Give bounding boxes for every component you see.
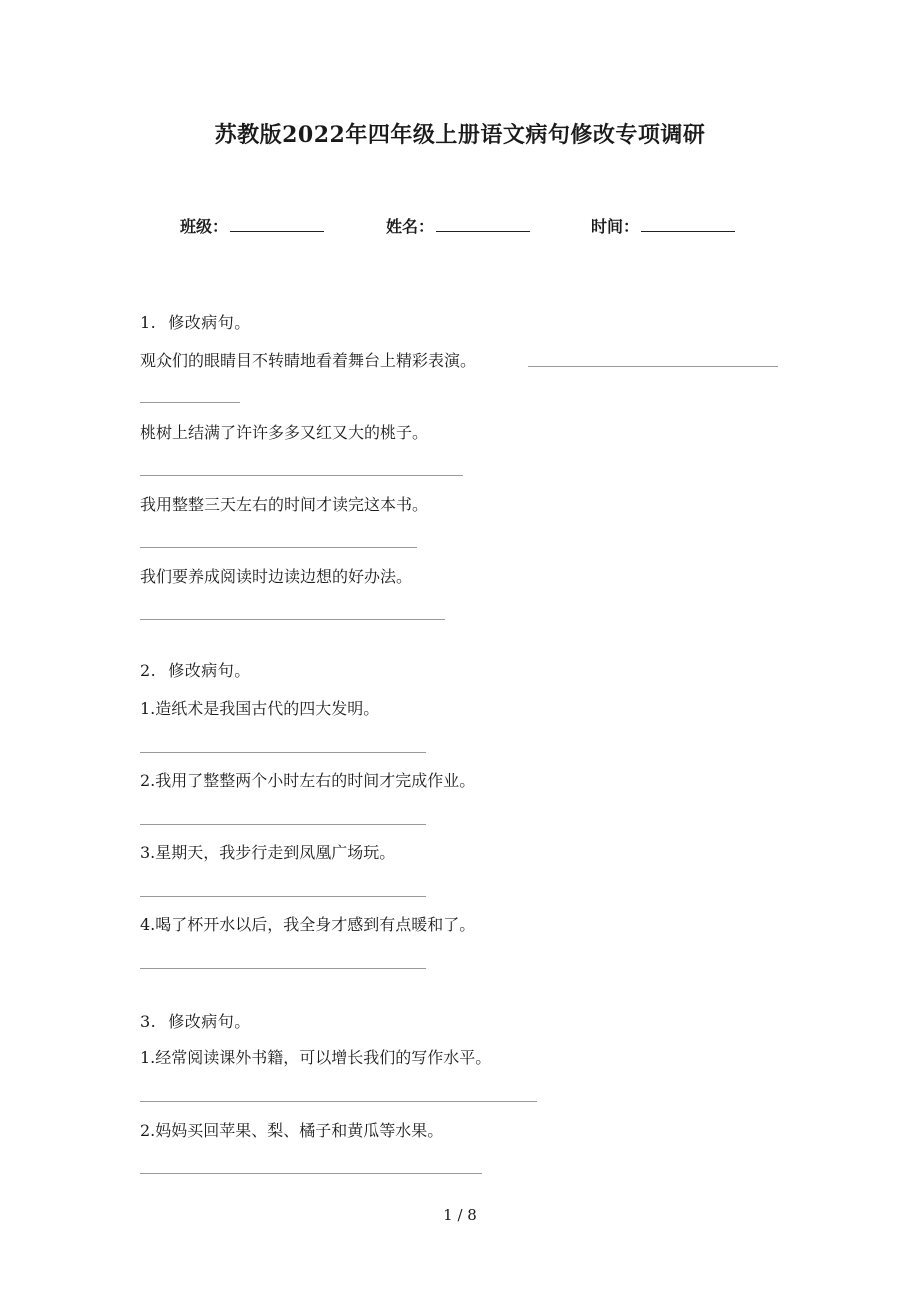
question-text: 我们要养成阅读时边读边想的好办法。 bbox=[140, 567, 413, 586]
section-number: 3. bbox=[140, 1012, 157, 1031]
class-blank[interactable] bbox=[230, 214, 324, 232]
name-label: 姓名： bbox=[386, 217, 435, 236]
class-field bbox=[180, 214, 324, 237]
document-title: 苏教版2022年四年级上册语文病句修改专项调研 bbox=[214, 122, 706, 148]
section-number: 2. bbox=[140, 661, 157, 680]
question-text: 2.妈妈买回苹果、梨、橘子和黄瓜等水果。 bbox=[140, 1121, 444, 1140]
answer-line[interactable] bbox=[140, 896, 426, 897]
answer-line[interactable] bbox=[140, 475, 463, 476]
student-info-row bbox=[0, 214, 920, 240]
class-label: 班级： bbox=[180, 217, 229, 236]
time-label: 时间： bbox=[591, 217, 640, 236]
question-text: 1.造纸术是我国古代的四大发明。 bbox=[140, 699, 380, 718]
section-1-heading bbox=[140, 313, 251, 333]
time-blank[interactable] bbox=[641, 214, 735, 232]
answer-line[interactable] bbox=[140, 402, 240, 403]
section-number: 1. bbox=[140, 313, 157, 332]
section-heading-text: 修改病句。 bbox=[168, 661, 251, 680]
answer-line[interactable] bbox=[140, 968, 426, 969]
section-heading-text: 修改病句。 bbox=[168, 1012, 251, 1031]
answer-line[interactable] bbox=[140, 1173, 482, 1174]
time-field bbox=[591, 214, 735, 237]
section-2-heading bbox=[140, 661, 251, 681]
section-heading-text: 修改病句。 bbox=[168, 313, 251, 332]
question-text: 2.我用了整整两个小时左右的时间才完成作业。 bbox=[140, 771, 476, 790]
page-indicator: 1 / 8 bbox=[443, 1206, 477, 1224]
section-3-heading bbox=[140, 1012, 251, 1032]
answer-line[interactable] bbox=[528, 366, 778, 367]
question-text: 观众们的眼睛目不转睛地看着舞台上精彩表演。 bbox=[140, 351, 477, 370]
answer-line[interactable] bbox=[140, 619, 445, 620]
question-text: 我用整整三天左右的时间才读完这本书。 bbox=[140, 495, 429, 514]
answer-line[interactable] bbox=[140, 752, 426, 753]
question-text: 3.星期天，我步行走到凤凰广场玩。 bbox=[140, 843, 396, 862]
name-field bbox=[386, 214, 530, 237]
answer-line[interactable] bbox=[140, 547, 417, 548]
question-text: 1.经常阅读课外书籍，可以增长我们的写作水平。 bbox=[140, 1048, 492, 1067]
answer-line[interactable] bbox=[140, 1101, 537, 1102]
answer-line[interactable] bbox=[140, 824, 426, 825]
name-blank[interactable] bbox=[436, 214, 530, 232]
question-text: 桃树上结满了许许多多又红又大的桃子。 bbox=[140, 423, 429, 442]
question-text: 4.喝了杯开水以后，我全身才感到有点暖和了。 bbox=[140, 915, 476, 934]
